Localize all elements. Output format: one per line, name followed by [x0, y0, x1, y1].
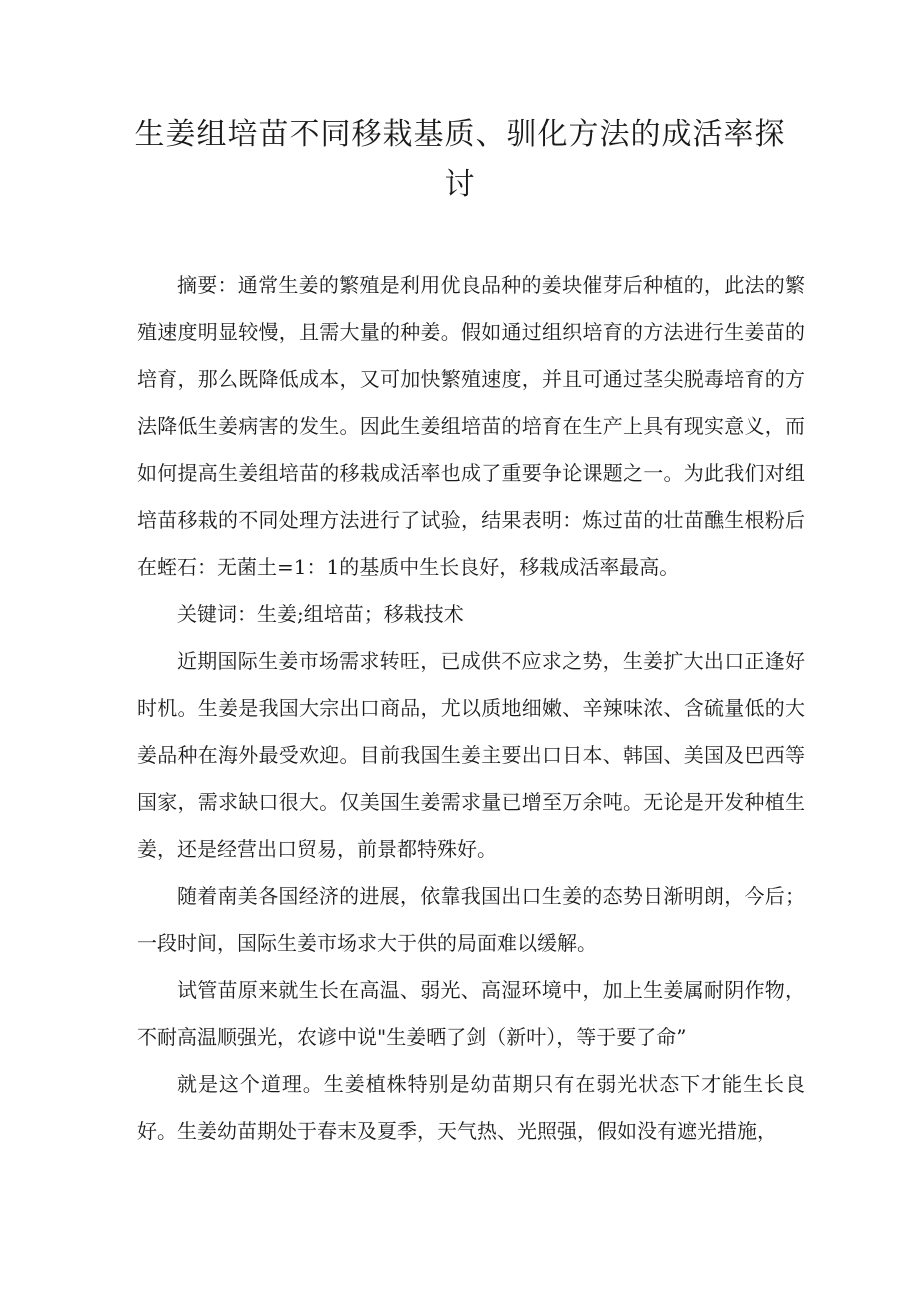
document-title: 生姜组培苗不同移栽基质、驯化方法的成活率探讨: [134, 117, 786, 202]
body-paragraph-seedling: 就是这个道理。生姜植株特别是幼苗期只有在弱光状态下才能生长良好。生姜幼苗期处于春末及夏季，天气热、光照强，假如没有遮光措施，: [137, 1072, 805, 1143]
body-paragraph-south-america: 随着南美各国经济的进展，依靠我国出口生姜的态势日渐明朗，今后；一段时间，国际生姜市场求大于供的局面难以缓解。: [137, 884, 805, 955]
keywords-paragraph: 关键词：生姜;组培苗；移栽技术: [177, 602, 464, 626]
document-body: [137, 262, 805, 1155]
body-paragraph-market: 近期国际生姜市场需求转旺，已成供不应求之势，生姜扩大出口正逢好时机。生姜是我国大宗出口商品，尤以质地细嫩、辛辣味浓、含硫量低的大姜品种在海外最受欢迎。目前我国生姜主要出口日本、韩国、美国及巴西等国家，需求缺口很大。仅美国生姜需求量已增至万余吨。无论是开发种植生姜，还是经营出口贸易，前景都特殊好。: [137, 649, 805, 861]
body-paragraph-test-tube: 试管苗原来就生长在高温、弱光、高湿环境中，加上生姜属耐阴作物，不耐高温顺强光，农谚中说"生姜晒了剑（新叶），等于要了命”: [137, 978, 805, 1049]
abstract-paragraph: 摘要：通常生姜的繁殖是利用优良品种的姜块催芽后种植的，此法的繁殖速度明显较慢，且需大量的种姜。假如通过组织培育的方法进行生姜苗的培育，那么既降低成本，又可加快繁殖速度，并且可通过茎尖脱毒培育的方法降低生姜病害的发生。因此生姜组培苗的培育在生产上具有现实意义，而如何提高生姜组培苗的移栽成活率也成了重要争论课题之一。为此我们对组培苗移栽的不同处理方法进行了试验，结果表明：炼过苗的壮苗醮生根粉后在蛭石：无菌土=1：1的基质中生长良好，移栽成活率最高。: [137, 273, 805, 579]
